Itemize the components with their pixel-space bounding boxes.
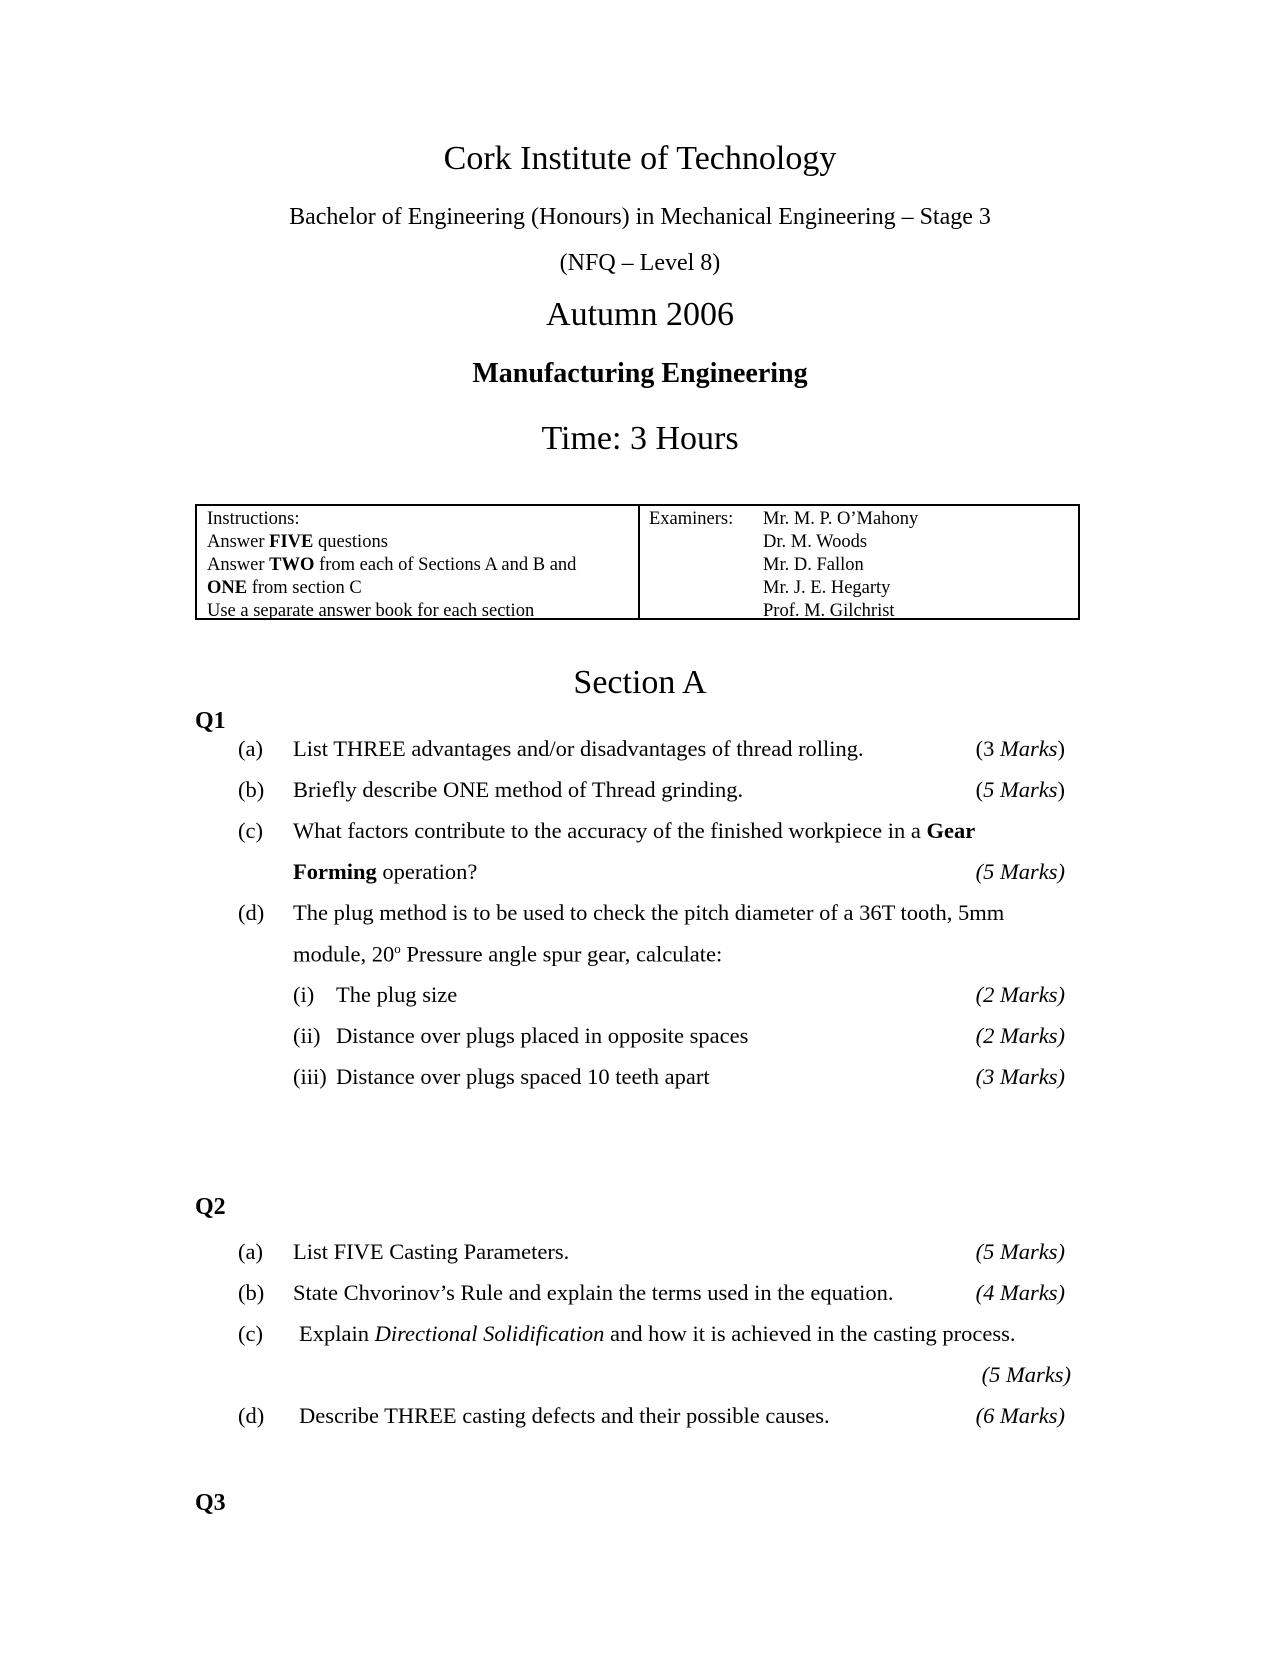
examiner-name: Dr. M. Woods xyxy=(763,532,868,552)
instruction-emphasis: TWO xyxy=(269,555,315,575)
examiner-name: Prof. M. Gilchrist xyxy=(763,601,895,621)
part-text-emphasis: Gear xyxy=(926,818,976,843)
examiner-name: Mr. D. Fallon xyxy=(763,555,864,575)
instruction-line xyxy=(207,531,576,554)
subpart-text: Distance over plugs placed in opposite spaces xyxy=(336,1023,749,1048)
subpart-marks: (2 Marks) xyxy=(975,982,1065,1007)
exam-duration: Time: 3 Hours xyxy=(541,420,739,457)
instruction-text: from section C xyxy=(247,578,362,598)
part-letter: (a) xyxy=(238,1239,263,1264)
part-text-run: Pressure angle spur gear, calculate: xyxy=(400,941,723,967)
examiner-name: Mr. M. P. O’Mahony xyxy=(763,509,919,529)
part-text: List THREE advantages and/or disadvantages of thread rolling. xyxy=(293,736,864,761)
instruction-text: Answer xyxy=(207,532,270,552)
examiners-label: Examiners: xyxy=(649,509,734,529)
instructions-box xyxy=(195,504,1080,620)
part-marks xyxy=(976,736,1065,762)
marks-text: ) xyxy=(1057,736,1065,761)
programme-title: Bachelor of Engineering (Honours) in Mechanical Engineering – Stage 3 xyxy=(289,204,991,230)
degree-symbol: o xyxy=(394,941,401,956)
part-text-emphasis: Forming xyxy=(293,859,377,884)
part-text: Describe THREE casting defects and their possible causes. xyxy=(299,1403,830,1428)
part-letter: (b) xyxy=(238,777,265,802)
subpart-marks: (2 Marks) xyxy=(975,1023,1065,1048)
instructions-title: Instructions: xyxy=(207,509,300,529)
part-text: List FIVE Casting Parameters. xyxy=(293,1239,570,1264)
examiner-name: Mr. J. E. Hegarty xyxy=(763,578,891,598)
part-marks: (6 Marks) xyxy=(975,1403,1065,1428)
question-label-q3: Q3 xyxy=(195,1490,226,1516)
part-text: State Chvorinov’s Rule and explain the terms used in the equation. xyxy=(293,1280,894,1305)
subpart-marks: (3 Marks) xyxy=(975,1064,1065,1089)
part-text: The plug method is to be used to check the pitch diameter of a 36T tooth, 5mm xyxy=(293,900,1005,925)
part-text-run: operation? xyxy=(376,859,478,884)
part-marks: (5 Marks) xyxy=(975,1239,1065,1264)
instruction-line xyxy=(207,554,576,577)
part-text xyxy=(293,818,975,844)
subpart-text: Distance over plugs spaced 10 teeth apart xyxy=(336,1064,710,1089)
part-text: Briefly describe ONE method of Thread grinding. xyxy=(293,777,744,802)
part-letter: (c) xyxy=(238,1321,263,1346)
part-text xyxy=(293,859,477,885)
instruction-emphasis: ONE xyxy=(207,578,248,598)
section-title: Section A xyxy=(573,664,707,701)
part-text-run: module, 20 xyxy=(293,941,395,967)
instruction-text: from each of Sections A and B and xyxy=(314,555,577,575)
part-marks xyxy=(976,777,1065,803)
part-text xyxy=(299,1321,1016,1347)
subpart-text: The plug size xyxy=(336,982,458,1007)
part-letter: (d) xyxy=(238,1403,265,1428)
subpart-number: (iii) xyxy=(293,1064,327,1089)
part-letter: (d) xyxy=(238,900,265,925)
marks-text: ) xyxy=(1057,777,1065,802)
instruction-line xyxy=(207,577,576,600)
part-text-run: and how it is achieved in the casting process. xyxy=(604,1321,1016,1346)
marks-text: (3 xyxy=(975,736,1000,761)
part-letter: (a) xyxy=(238,736,263,761)
instruction-text: questions xyxy=(313,532,388,552)
part-letter: (b) xyxy=(238,1280,265,1305)
instructions-column xyxy=(207,508,576,623)
instruction-emphasis: FIVE xyxy=(269,532,314,552)
marks-text: Marks xyxy=(1000,736,1058,761)
part-marks: (5 Marks) xyxy=(981,1362,1071,1387)
instruction-text: Answer xyxy=(207,555,270,575)
part-text-run: What factors contribute to the accuracy of the finished workpiece in a xyxy=(293,818,927,843)
module-title: Manufacturing Engineering xyxy=(472,358,808,389)
subpart-number: (i) xyxy=(293,982,315,1007)
institution-title: Cork Institute of Technology xyxy=(443,140,837,177)
examiners-list xyxy=(763,508,918,623)
box-divider xyxy=(638,506,640,618)
part-marks: (4 Marks) xyxy=(975,1280,1065,1305)
nfq-level: (NFQ – Level 8) xyxy=(559,250,721,276)
question-label-q1: Q1 xyxy=(195,708,226,734)
part-marks: (5 Marks) xyxy=(975,859,1065,884)
part-text xyxy=(293,941,722,968)
exam-term: Autumn 2006 xyxy=(546,296,734,333)
marks-text: 5 Marks xyxy=(983,777,1058,802)
part-letter: (c) xyxy=(238,818,263,843)
subpart-number: (ii) xyxy=(293,1023,321,1048)
marks-text: ( xyxy=(975,777,984,802)
instruction-line: Use a separate answer book for each section xyxy=(207,601,535,621)
part-text-italic: Directional Solidification xyxy=(374,1321,605,1346)
part-text-run: Explain xyxy=(299,1321,375,1346)
question-label-q2: Q2 xyxy=(195,1194,226,1220)
